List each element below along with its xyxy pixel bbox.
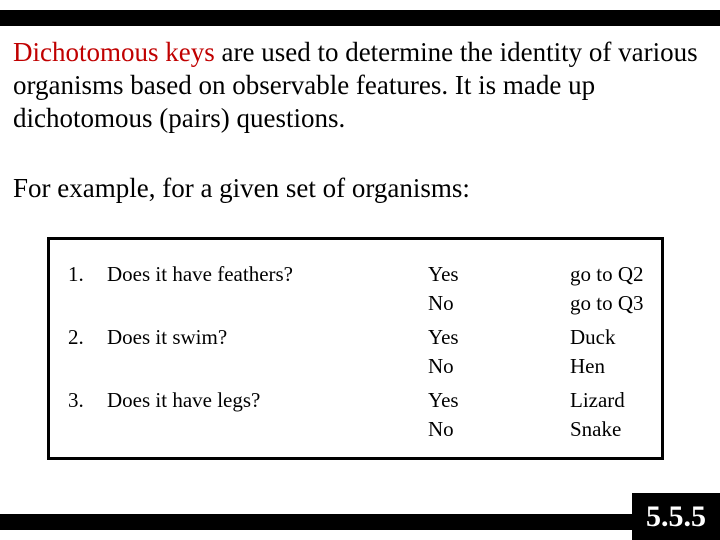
question-number: 2. (68, 325, 84, 349)
question-number: 1. (68, 262, 84, 286)
example-sentence: For example, for a given set of organisms: (13, 173, 470, 203)
intro-paragraph (13, 36, 713, 135)
answer-yes: Yes (428, 388, 459, 412)
dichotomous-key-box (47, 237, 664, 460)
intro-text: are used to determine the identity of various organisms based on observable features. It is made up dichotomous (pairs) questions. (13, 37, 698, 133)
top-divider-bar (0, 10, 720, 26)
result-go-to-q2: go to Q2 (570, 262, 644, 286)
slide-number-badge: 5.5.5 (632, 493, 720, 540)
question-number: 3. (68, 388, 84, 412)
answer-yes: Yes (428, 262, 459, 286)
result-hen: Hen (570, 354, 605, 378)
answer-no: No (428, 354, 454, 378)
result-go-to-q3: go to Q3 (570, 291, 644, 315)
answer-no: No (428, 417, 454, 441)
answer-no: No (428, 291, 454, 315)
result-lizard: Lizard (570, 388, 625, 412)
bottom-divider-bar (0, 514, 640, 530)
question-text: Does it have feathers? (107, 262, 293, 286)
result-snake: Snake (570, 417, 622, 441)
question-text: Does it have legs? (107, 388, 261, 412)
answer-yes: Yes (428, 325, 459, 349)
result-duck: Duck (570, 325, 616, 349)
key-term: Dichotomous keys (13, 37, 215, 67)
question-text: Does it swim? (107, 325, 228, 349)
